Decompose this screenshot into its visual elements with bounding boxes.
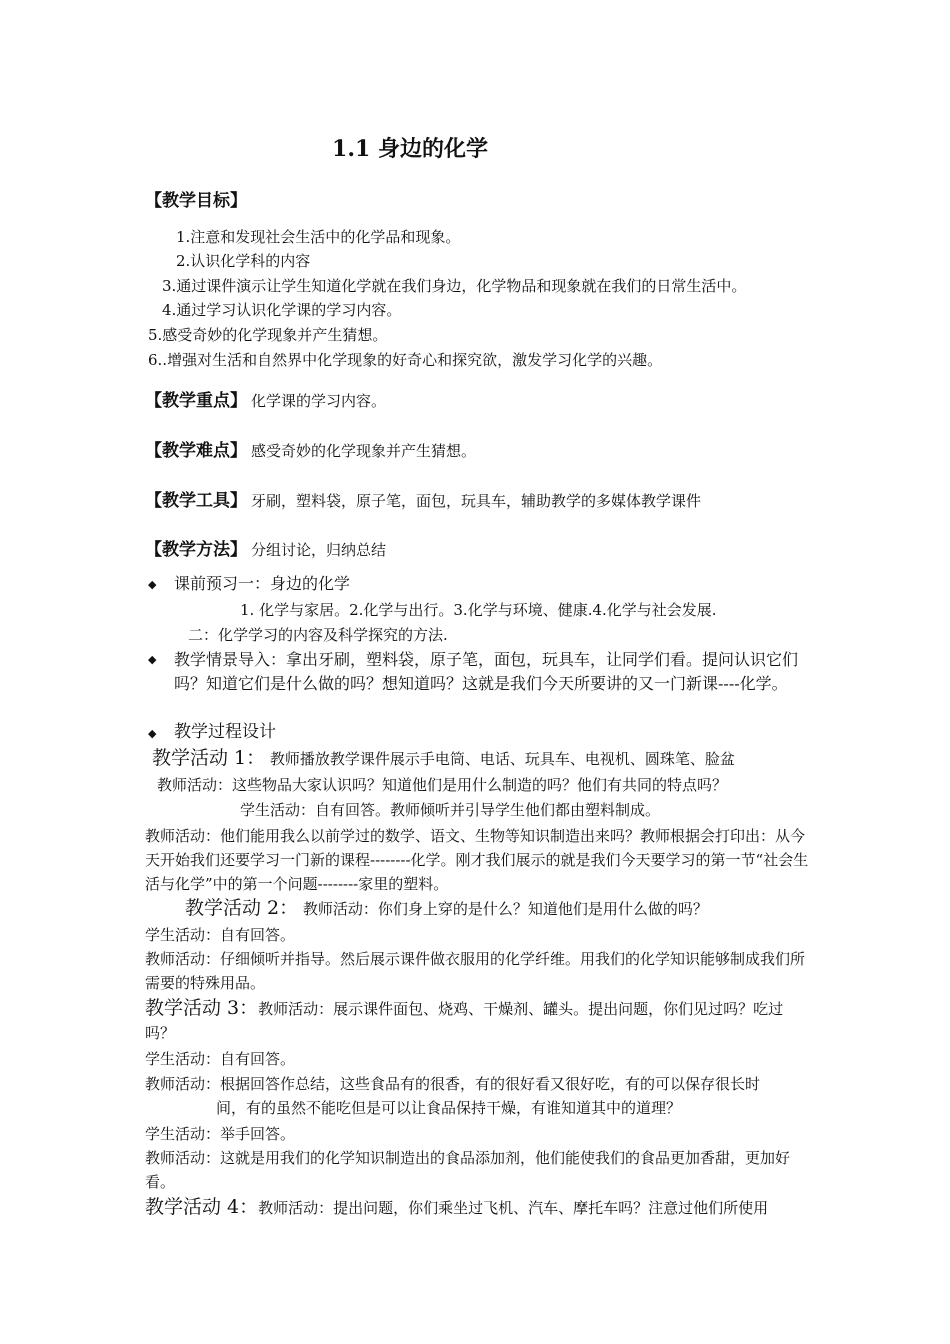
activity-3-teacher-1: 教师活动：根据回答作总结，这些食品有的很香，有的很好看又很好吃，有的可以保存很长时 [145,1075,761,1093]
process-heading: 教学过程设计 [174,722,276,742]
activity-3-student: 学生活动：自有回答。 [145,1050,296,1068]
activity-2-student: 学生活动：自有回答。 [145,926,296,944]
bullet-diamond-icon: ◆ [148,578,157,591]
intro-paragraph: 教学情景导入：拿出牙刷，塑料袋，原子笔，面包，玩具车，让同学们看。提问认识它们吗？知道它们是什么做的吗？想知道吗？这就是我们今天所要讲的又一门新课----化学。 [174,650,799,693]
activity-3-teacher-1b: 间，有的虽然不能吃但是可以让食品保持干燥，有谁知道其中的道理？ [216,1099,682,1117]
objective-6: 6..增强对生活和自然界中化学现象的好奇心和探究欲，激发学习化学的兴趣。 [148,351,663,369]
activity-2-teacher: 教师活动：仔细倾听并指导。然后展示课件做衣服用的化学纤维。用我们的化学知识能够制成我们所需要的特殊用品。 [145,950,806,992]
activity-2-line: 教学活动 2： 教师活动：你们身上穿的是什么？知道他们是用什么做的吗？ [185,897,708,919]
objective-1: 1.注意和发现社会生活中的化学品和现象。 [176,228,461,246]
activity-4-line: 教学活动 4：教师活动：提出问题，你们乘坐过飞机、汽车、摩托车吗？注意过他们所使用 [145,1196,769,1218]
activity-1-teacher-2: 教师活动：他们能用我么以前学过的数学、语文、生物等知识制造出来吗？教师根据会打印出：从今天开始我们还要学习一门新的课程--------化学。刚才我们展示的就是我们今天要学习的第一节“社会生活与化学”中的第一个问题--------家里的塑料。 [145,827,809,893]
section-difficulties: 【教学难点】 感受奇妙的化学现象并产生猜想。 [145,441,477,461]
section-methods: 【教学方法】 分组讨论，归纳总结 [145,540,387,560]
page-title: 1.1 身边的化学 [332,136,488,162]
preview-heading: 课前预习一：身边的化学 [174,574,351,593]
activity-3-student-2: 学生活动：举手回答。 [145,1125,296,1143]
objective-2: 2.认识化学科的内容 [176,252,311,270]
objective-5: 5.感受奇妙的化学现象并产生猜想。 [148,326,388,344]
activity-3-teacher-2: 教师活动：这就是用我们的化学知识制造出的食品添加剂，他们能使我们的食品更加香甜，更加好看。 [145,1149,791,1191]
section-heading-objectives: 【教学目标】 [145,191,247,211]
objective-4: 4.通过学习认识化学课的学习内容。 [162,301,402,319]
bullet-diamond-icon: ◆ [148,653,157,666]
preview-line-1: 1. 化学与家居。2.化学与出行。3.化学与环境、健康.4.化学与社会发展. [240,601,717,619]
objective-3: 3.通过课件演示让学生知道化学就在我们身边，化学物品和现象就在我们的日常生活中。 [162,277,747,295]
activity-1-teacher: 教师活动：这些物品大家认识吗？知道他们是用什么制造的吗？他们有共同的特点吗？ [157,776,728,794]
activity-3-line: 教学活动 3：教师活动：展示课件面包、烧鸡、干燥剂、罐头。提出问题，你们见过吗？吃过吗？ [145,997,784,1042]
preview-line-2: 二：化学学习的内容及科学探究的方法. [188,626,448,644]
section-key-points: 【教学重点】 化学课的学习内容。 [145,391,387,411]
section-tools: 【教学工具】 牙刷，塑料袋，原子笔，面包，玩具车，辅助教学的多媒体教学课件 [145,491,702,511]
activity-1-student: 学生活动：自有回答。教师倾听并引导学生他们都由塑料制成。 [240,801,661,819]
bullet-diamond-icon: ◆ [148,727,157,740]
activity-1-line: 教学活动 1： 教师播放教学课件展示手电筒、电话、玩具车、电视机、圆珠笔、脸盆 [152,747,735,769]
